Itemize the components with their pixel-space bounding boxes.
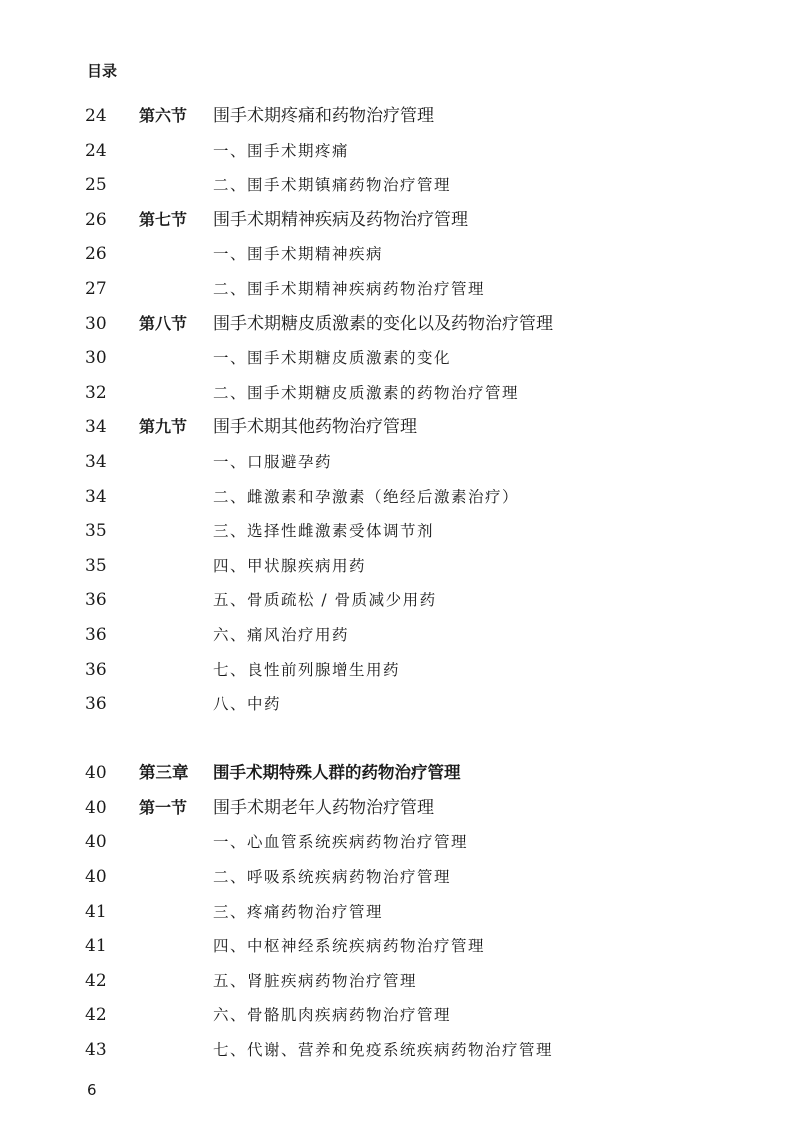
toc-entry-title: 三、疼痛药物治疗管理 — [213, 902, 384, 921]
toc-entry-label: 第一节 — [139, 797, 188, 817]
toc-sub-row — [0, 168, 800, 203]
toc-entry-title: 二、呼吸系统疾病药物治疗管理 — [213, 868, 452, 887]
toc-page-number: 36 — [85, 659, 107, 680]
toc-page-number: 41 — [85, 936, 107, 957]
toc-section-row — [0, 791, 800, 826]
toc-section-row — [0, 410, 800, 445]
toc-entry-title: 二、雌激素和孕激素（绝经后激素治疗） — [213, 487, 520, 506]
toc-page-number: 40 — [85, 867, 107, 888]
toc-entry-title: 四、中枢神经系统疾病药物治疗管理 — [213, 937, 486, 956]
toc-entry-label: 第三章 — [139, 763, 189, 783]
toc-sub-row — [0, 514, 800, 549]
toc-entry-label: 第七节 — [139, 209, 188, 229]
toc-page-number: 30 — [85, 313, 107, 334]
toc-entry-title: 围手术期特殊人群的药物治疗管理 — [213, 763, 461, 783]
toc-sub-row — [0, 653, 800, 688]
toc-sub-row — [0, 895, 800, 930]
toc-sub-row — [0, 480, 800, 515]
toc-gap-row — [0, 722, 800, 757]
toc-sub-row — [0, 376, 800, 411]
toc-entry-title: 六、骨骼肌肉疾病药物治疗管理 — [213, 1006, 452, 1025]
toc-page-number: 42 — [85, 970, 107, 991]
toc-entry-label: 第八节 — [139, 313, 188, 333]
toc-sub-row — [0, 583, 800, 618]
toc-entry-title: 一、口服避孕药 — [213, 452, 333, 471]
toc-sub-row — [0, 134, 800, 169]
toc-entry-title: 五、骨质疏松 / 骨质减少用药 — [213, 591, 437, 610]
page-number: 6 — [87, 1081, 97, 1099]
toc-entry-title: 围手术期糖皮质激素的变化以及药物治疗管理 — [213, 313, 553, 334]
toc-sub-row — [0, 237, 800, 272]
toc-entry-title: 围手术期老年人药物治疗管理 — [213, 797, 434, 818]
toc-sub-row — [0, 445, 800, 480]
toc-page-number: 26 — [85, 244, 107, 265]
toc-entry-title: 一、围手术期糖皮质激素的变化 — [213, 349, 452, 368]
toc-page-number: 34 — [85, 451, 107, 472]
toc-page-number: 42 — [85, 1005, 107, 1026]
toc-sub-row — [0, 964, 800, 999]
toc-entry-label: 第六节 — [139, 106, 188, 125]
toc-sub-row — [0, 860, 800, 895]
toc-page-number: 43 — [85, 1040, 107, 1061]
toc-page-number: 35 — [85, 521, 107, 542]
toc-page-number: 27 — [85, 278, 107, 299]
toc-entry-title: 四、甲状腺疾病用药 — [213, 556, 367, 575]
toc-entry-title: 一、心血管系统疾病药物治疗管理 — [213, 833, 469, 852]
toc-section-row — [0, 307, 800, 342]
toc-entry-title: 围手术期疼痛和药物治疗管理 — [213, 106, 434, 126]
toc-page-number: 34 — [85, 486, 107, 507]
toc-entry-title: 七、代谢、营养和免疫系统疾病药物治疗管理 — [213, 1041, 554, 1060]
toc-page-number: 36 — [85, 590, 107, 611]
toc-sub-row — [0, 618, 800, 653]
toc-page-number: 40 — [85, 797, 107, 818]
toc-page-number: 26 — [85, 209, 107, 230]
toc-entry-title: 五、肾脏疾病药物治疗管理 — [213, 971, 418, 990]
toc-entry-title: 二、围手术期镇痛药物治疗管理 — [213, 176, 452, 195]
toc-sub-row — [0, 825, 800, 860]
toc-page-number: 36 — [85, 694, 107, 715]
toc-page-number: 32 — [85, 382, 107, 403]
toc-entry-title: 围手术期精神疾病及药物治疗管理 — [213, 209, 468, 230]
toc-sub-row — [0, 272, 800, 307]
toc-sub-row — [0, 1033, 800, 1068]
toc-sub-row — [0, 998, 800, 1033]
toc-section-row — [0, 203, 800, 238]
toc-entry-title: 二、围手术期糖皮质激素的药物治疗管理 — [213, 383, 520, 402]
toc-entry-label: 第九节 — [139, 417, 188, 437]
toc-entry-title: 八、中药 — [213, 695, 282, 714]
toc-page-number: 40 — [85, 832, 107, 853]
toc-page-number: 24 — [85, 140, 107, 161]
toc-entry-title: 七、良性前列腺增生用药 — [213, 660, 401, 679]
toc-entry-title: 一、围手术期精神疾病 — [213, 245, 384, 264]
toc-chapter-row — [0, 756, 800, 791]
toc-page-number: 41 — [85, 901, 107, 922]
page-header: 目录 — [87, 62, 118, 80]
toc-page-number: 25 — [85, 175, 107, 196]
toc-page-number: 24 — [85, 106, 107, 126]
toc-sub-row — [0, 341, 800, 376]
toc-sub-row — [0, 549, 800, 584]
toc-entry-title: 二、围手术期精神疾病药物治疗管理 — [213, 279, 486, 298]
toc-sub-row — [0, 929, 800, 964]
toc-entry-title: 三、选择性雌激素受体调节剂 — [213, 522, 435, 541]
table-of-contents — [0, 99, 800, 1068]
toc-page-number: 34 — [85, 417, 107, 438]
toc-sub-row — [0, 687, 800, 722]
toc-entry-title: 六、痛风治疗用药 — [213, 625, 350, 644]
toc-page-number: 36 — [85, 624, 107, 645]
toc-entry-title: 一、围手术期疼痛 — [213, 141, 350, 160]
toc-page-number: 30 — [85, 348, 107, 369]
toc-entry-title: 围手术期其他药物治疗管理 — [213, 417, 417, 438]
toc-page-number: 40 — [85, 763, 107, 784]
toc-page-number: 35 — [85, 555, 107, 576]
toc-section-row — [0, 99, 800, 134]
